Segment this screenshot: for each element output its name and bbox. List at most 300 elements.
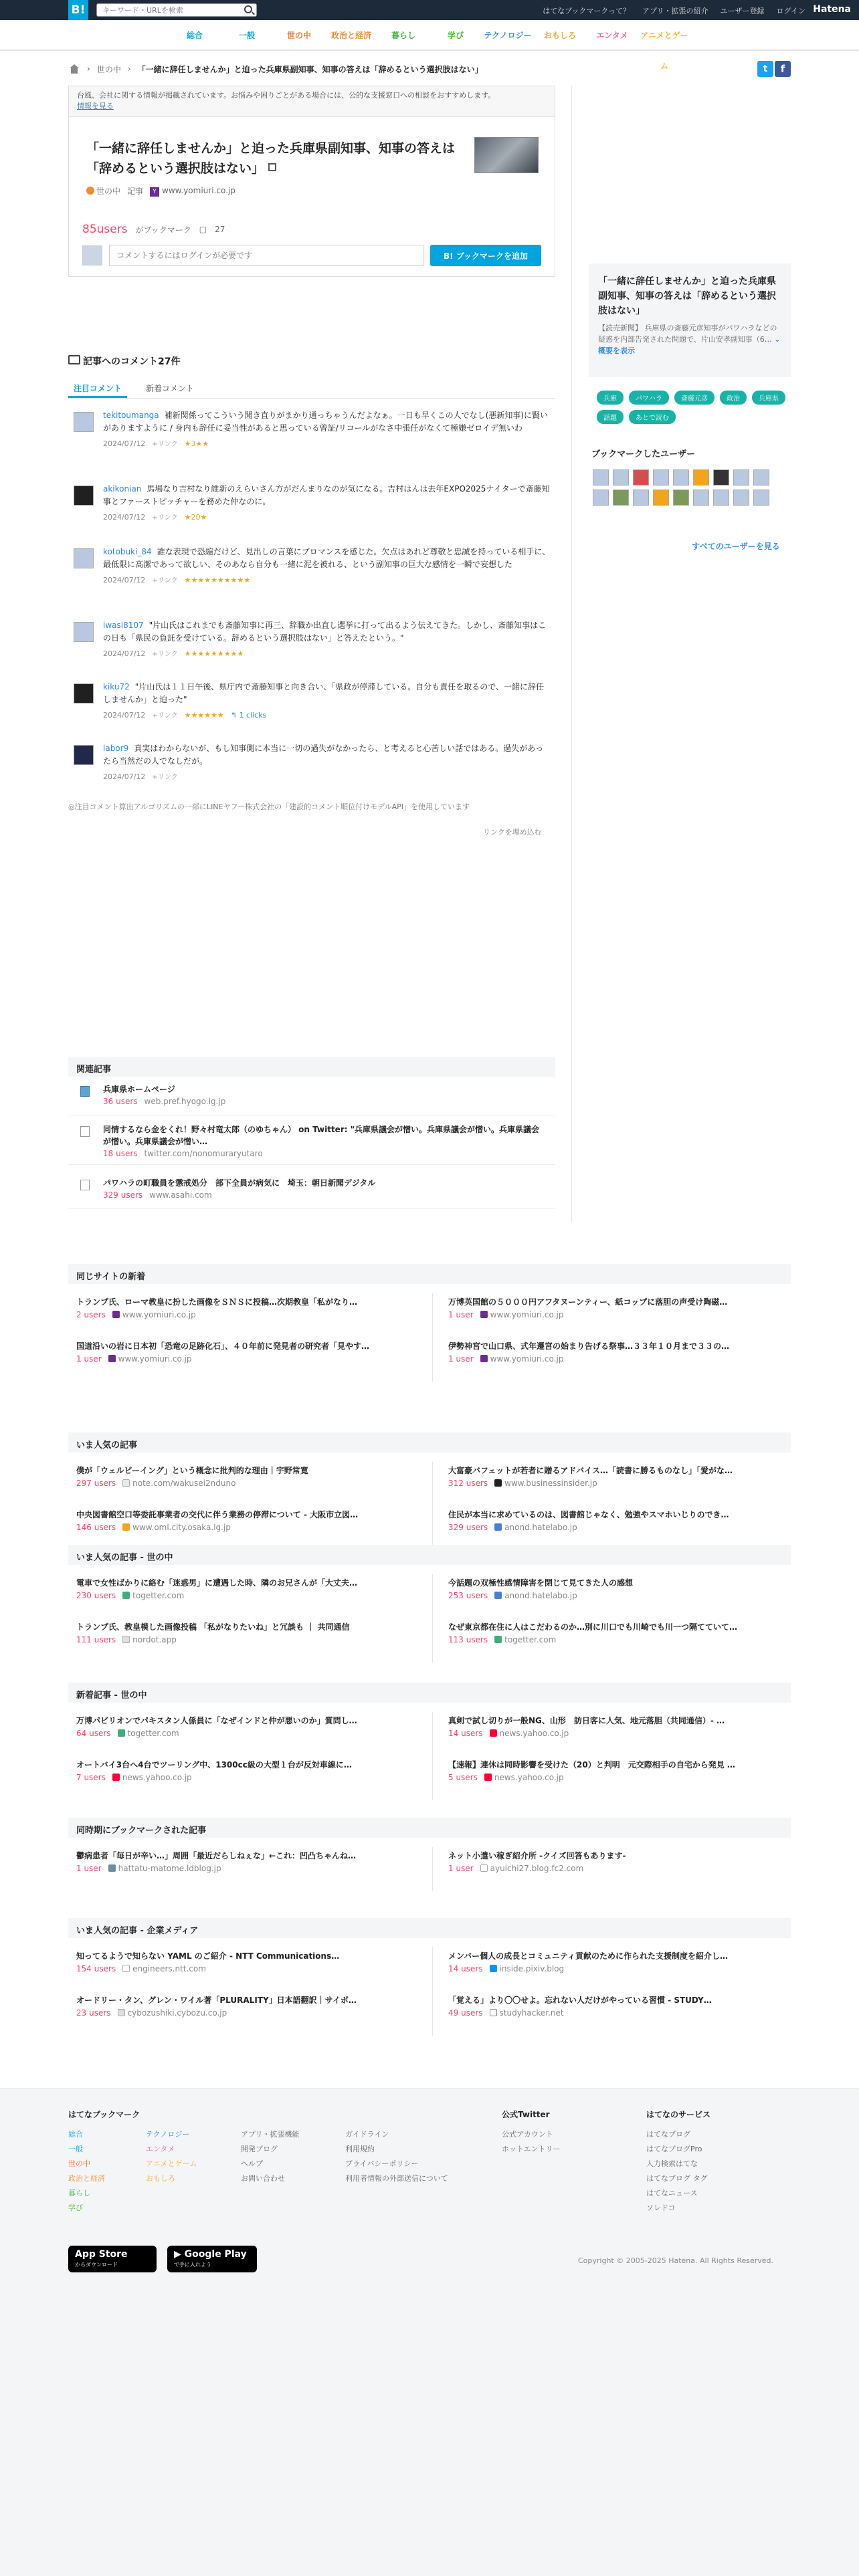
- comment-date[interactable]: 2024/07/12: [103, 576, 146, 584]
- bookmark-logo[interactable]: B!: [68, 0, 88, 20]
- footer-link[interactable]: ソレドコ: [646, 2204, 676, 2212]
- entry-domain[interactable]: studyhacker.net: [499, 2008, 564, 2018]
- site-favicon-icon: Y: [150, 187, 159, 197]
- cat-knowledge[interactable]: 学び: [447, 31, 464, 40]
- document-icon: [80, 1180, 90, 1190]
- tab-popular-comments[interactable]: 注目コメント: [68, 380, 127, 398]
- entry-domain[interactable]: cybozushiki.cybozu.co.jp: [127, 2008, 227, 2018]
- category-icon: [86, 187, 94, 195]
- cat-economics[interactable]: 政治と経済: [330, 31, 371, 40]
- cat-general[interactable]: 一般: [238, 31, 255, 40]
- avatar[interactable]: [733, 490, 749, 506]
- avatar[interactable]: [74, 622, 94, 642]
- notice-box: [69, 86, 555, 117]
- comment-item: [68, 483, 555, 530]
- bookmark-users-title: ブックマークしたユーザー: [591, 449, 696, 459]
- footer-link[interactable]: お問い合わせ: [241, 2174, 285, 2183]
- related-item: [68, 1123, 555, 1165]
- breadcrumb-title: 「一緒に辞任しませんか」と迫った兵庫県副知事、知事の答えは「辞めるという選択肢はない」: [137, 64, 483, 74]
- comment-text: 真実はわからないが、もし知事側に本当に一切の過失がなかったら、と考えると心苦しい話ではある。過失があったら当然だの人でなしだが。: [103, 744, 544, 766]
- site-favicon-icon: [122, 1479, 130, 1487]
- section-title: いま人気の記事: [68, 1432, 791, 1453]
- related-item: [68, 1177, 555, 1209]
- entry-list-item: [76, 1759, 424, 1784]
- avatar[interactable]: [74, 412, 94, 432]
- users-row: [82, 223, 225, 236]
- comment-text: 補新関係ってこういう聞き直りがまかり通っちゃうんだよなぁ。一日も早くこの人でなし(悪新知事)に賢いがありますように / 身内も辞任に妥当性があると思っている曾証/リコールがなさ中張任がなくて極嫌ゼロイデ無いわ: [103, 411, 549, 433]
- hatena-logo[interactable]: Hatena: [813, 4, 851, 15]
- comment-text: "片山氏は１１日午後、県庁内で斎藤知事と向き合い、「県政が停滞している。自分も責任を取るので、一緒に辞任しませんか」と迫った": [103, 682, 545, 704]
- avatar[interactable]: [653, 469, 669, 486]
- avatar[interactable]: [673, 490, 689, 506]
- entry-list-item: [76, 1621, 424, 1646]
- footer-link[interactable]: テクノロジー: [146, 2130, 190, 2139]
- avatar[interactable]: [633, 469, 649, 486]
- permalink[interactable]: +リンク: [152, 651, 178, 658]
- notice-link[interactable]: 情報を見る: [77, 102, 114, 110]
- breadcrumb-section[interactable]: 世の中: [96, 64, 121, 74]
- entry-users[interactable]: 1 user: [76, 1864, 102, 1873]
- entry-list-item: [448, 1621, 796, 1646]
- footer-link[interactable]: はてなニュース: [646, 2189, 698, 2197]
- section-title: いま人気の記事 - 世の中: [68, 1545, 791, 1565]
- entry-title-link[interactable]: 【速報】連休は同時影響を受けた（20）と判明 元交際相手の自宅から発見 …: [448, 1760, 735, 1769]
- footer-link[interactable]: 開発ブログ: [241, 2145, 278, 2153]
- grid-divider: [432, 1293, 433, 1382]
- entry-title-link[interactable]: 僕が「ウェルビーイング」という概念に批判的な理由｜宇野常寛: [76, 1466, 308, 1475]
- footer-link[interactable]: 公式アカウント: [502, 2130, 553, 2139]
- entry-title-link[interactable]: ネット小遣い稼ぎ紹介所 -クイズ回答もあります-: [448, 1851, 626, 1860]
- entry-list-item: [76, 1465, 424, 1490]
- entry-domain[interactable]: note.com/wakusei2nduno: [132, 1479, 236, 1488]
- entry-title-link[interactable]: 中央図書館空口等委託事業者の交代に伴う業務の停滞について - 大阪市立図…: [76, 1510, 359, 1519]
- comment-count: 27: [215, 225, 225, 234]
- comments-title: 記事へのコメント27件: [68, 354, 180, 368]
- entry-title-link[interactable]: 国道沿いの岩に日本初「恐竜の足跡化石」、４０年前に発見者の研究者「見やす…: [76, 1341, 370, 1351]
- entry-list-item: [76, 1509, 424, 1534]
- footer-link[interactable]: はてなブログ: [646, 2130, 690, 2139]
- footer: [0, 2088, 859, 2576]
- column-divider: [571, 86, 572, 1222]
- related-users[interactable]: 36 users: [103, 1097, 138, 1106]
- comment-user[interactable]: kotobuki_84: [103, 547, 152, 556]
- footer-link[interactable]: 利用者情報の外部送信について: [345, 2174, 448, 2183]
- avatar[interactable]: [74, 683, 94, 704]
- footer-heading: 公式Twitter: [502, 2110, 550, 2119]
- footer-col-twitter: [502, 2107, 609, 2157]
- entry-domain[interactable]: ayuichi27.blog.fc2.com: [490, 1864, 584, 1873]
- avatar[interactable]: [74, 548, 94, 568]
- footer-link[interactable]: 学び: [68, 2204, 83, 2212]
- grid-divider: [432, 1574, 433, 1662]
- comment-date[interactable]: 2024/07/12: [103, 513, 146, 522]
- avatar[interactable]: [74, 745, 94, 765]
- signup-link[interactable]: ユーザー登録: [720, 7, 765, 15]
- sidebar-summary: [589, 263, 791, 377]
- entry-users[interactable]: 253 users: [448, 1591, 488, 1600]
- tag[interactable]: 話題: [597, 410, 624, 424]
- entry-list-item: [76, 1850, 424, 1875]
- add-bookmark-button[interactable]: B! ブックマークを追加: [430, 245, 541, 266]
- entry-title-link[interactable]: 今話題の双極性感情障害を閉じて見てきた人の感想: [448, 1578, 634, 1588]
- entry-title-link[interactable]: 伊勢神宮で山口県、式年遷宮の始まり告げる祭事…３３年１０月まで３３の…: [448, 1341, 730, 1351]
- entry-title-link[interactable]: 住民が本当に求めているのは、図書館じゃなく、勉強やスマホいじりのでき…: [448, 1510, 729, 1519]
- entry-users[interactable]: 1 user: [76, 1354, 102, 1364]
- related-domain[interactable]: web.pref.hyogo.lg.jp: [144, 1097, 226, 1106]
- comment-row: [82, 243, 544, 268]
- entry-title-link[interactable]: トランプ氏、ローマ教皇に扮した画像をＳＮＳに投稿…次期教皇「私がなり…: [76, 1297, 358, 1307]
- entry-kind: 記事: [127, 187, 144, 196]
- related-users[interactable]: 329 users: [103, 1190, 143, 1200]
- comment-item: [68, 409, 555, 465]
- entry-users[interactable]: 5 users: [448, 1773, 478, 1782]
- comment-icon: ▢: [199, 225, 207, 234]
- tag[interactable]: 斎藤元彦: [674, 391, 714, 405]
- avatar[interactable]: [753, 469, 769, 486]
- section-title: いま人気の記事 - 企業メディア: [68, 1918, 791, 1938]
- comment-user[interactable]: akikonian: [103, 484, 142, 494]
- comment-date[interactable]: 2024/07/12: [103, 711, 146, 720]
- entry-title-link[interactable]: 「覚える」より〇〇せよ。忘れない人だけがやっている習慣 - STUDY…: [448, 1996, 712, 2005]
- tag-list: [597, 391, 791, 424]
- entry-domain[interactable]: www.yomiuri.co.jp: [490, 1354, 564, 1364]
- footer-link[interactable]: おもしろ: [146, 2174, 175, 2183]
- star-rating[interactable]: ★★★★★★★★★★: [184, 576, 251, 584]
- entry-list-item: [448, 1465, 796, 1490]
- breadcrumb-separator: ›: [87, 64, 90, 74]
- footer-col-bookmark: [68, 2107, 149, 2216]
- footer-col-bookmark-2: [146, 2127, 226, 2186]
- avatar[interactable]: [753, 490, 769, 506]
- entry-list-item: [448, 1950, 796, 1975]
- entry-domain[interactable]: togetter.com: [127, 1729, 179, 1738]
- avatar[interactable]: [713, 469, 729, 486]
- entry-list-item: [448, 1509, 796, 1534]
- site-favicon-icon: [122, 1636, 130, 1643]
- search-box[interactable]: [96, 3, 257, 17]
- entry-title-link[interactable]: メンバー個人の成長とコミュニティ貢献のために作られた支援制度を紹介し…: [448, 1951, 728, 1961]
- comment-user[interactable]: kiku72: [103, 682, 130, 691]
- footer-link[interactable]: はてなブログ タグ: [646, 2174, 708, 2183]
- search-icon[interactable]: [244, 5, 252, 13]
- entry-users[interactable]: 64 users: [76, 1729, 111, 1738]
- avatar[interactable]: [713, 490, 729, 506]
- entry-domain[interactable]: www.yomiuri.co.jp: [490, 1310, 564, 1319]
- site-favicon-icon: [122, 1965, 130, 1972]
- entry-title-link[interactable]: 万博パビリオンでパキスタン人係員に「なぜインドと仲が悪いのか」質問し…: [76, 1716, 357, 1725]
- entry-users[interactable]: 14 users: [448, 1729, 483, 1738]
- entry-users[interactable]: 23 users: [76, 2008, 111, 2018]
- entry-title-link[interactable]: なぜ東京都在住に人はこだわるのか…別に川口でも川崎でも川一つ隔てていて…: [448, 1622, 738, 1632]
- site-favicon-icon: [490, 2009, 497, 2016]
- related-item: [68, 1083, 555, 1115]
- entry-domain[interactable]: anond.hatelabo.jp: [504, 1523, 577, 1532]
- related-title-link[interactable]: パワハラの町職員を懲戒処分 部下全員が病気に 埼玉：朝日新聞デジタル: [103, 1178, 376, 1188]
- cat-life[interactable]: 暮らし: [391, 31, 415, 40]
- bookmark-label: がブックマーク: [135, 225, 191, 235]
- footer-col-guide: [345, 2127, 492, 2186]
- entry-users[interactable]: 1 user: [448, 1310, 474, 1319]
- entry-users[interactable]: 154 users: [76, 1964, 116, 1973]
- search-input[interactable]: [97, 4, 237, 16]
- entry-list-item: [76, 1715, 424, 1740]
- comment-item: [68, 742, 555, 789]
- star-rating[interactable]: ★3★★: [184, 439, 209, 448]
- entry-domain[interactable]: news.yahoo.co.jp: [499, 1729, 569, 1738]
- site-favicon-icon: [490, 1729, 497, 1737]
- site-favicon-icon: [494, 1523, 502, 1531]
- clicks-count[interactable]: ↰ 1 clicks: [230, 711, 267, 720]
- entry-users[interactable]: 14 users: [448, 1964, 483, 1973]
- entry-title-link[interactable]: オートバイ3台へ4台でツーリング中、1300cc級の大型１台が反対車線に…: [76, 1760, 352, 1769]
- section-title: 同じサイトの新着: [68, 1264, 791, 1284]
- entry-domain[interactable]: news.yahoo.co.jp: [122, 1773, 192, 1782]
- footer-link[interactable]: ガイドライン: [345, 2130, 389, 2139]
- footer-link[interactable]: 総合: [68, 2130, 83, 2139]
- related-domain[interactable]: www.asahi.com: [149, 1190, 212, 1200]
- footer-link[interactable]: ホットエントリー: [502, 2145, 561, 2153]
- footer-link[interactable]: 暮らし: [68, 2189, 90, 2197]
- tag[interactable]: 兵庫: [597, 391, 624, 405]
- site-favicon-icon: [108, 1864, 116, 1872]
- avatar[interactable]: [673, 469, 689, 486]
- entry-users[interactable]: 1 user: [448, 1864, 474, 1873]
- entry-list-item: [448, 1759, 796, 1784]
- tab-new-comments[interactable]: 新着コメント: [146, 384, 195, 393]
- show-summary-link[interactable]: ⌄ 概要を表示: [598, 335, 781, 355]
- comment-item: [68, 619, 555, 666]
- twitter-share-icon[interactable]: t: [757, 61, 773, 77]
- page-icon: [80, 1086, 90, 1097]
- copyright: Copyright © 2005-2025 Hatena. All Rights Reserved.: [578, 2256, 774, 2265]
- avatar[interactable]: [733, 469, 749, 486]
- star-rating[interactable]: ★★★★★★★★★: [184, 649, 244, 658]
- avatar[interactable]: [693, 469, 709, 486]
- permalink[interactable]: +リンク: [152, 577, 178, 584]
- login-link[interactable]: ログイン: [776, 7, 805, 15]
- entry-title-link[interactable]: 電車で女性ばかりに絡む「迷惑男」に遭遇した時、隣のお兄さんが「大丈夫…: [76, 1578, 358, 1588]
- site-favicon-icon: [108, 1355, 116, 1362]
- star-rating[interactable]: ★20★: [184, 513, 207, 522]
- entry-list-item: [448, 1994, 796, 2020]
- entry-title-link[interactable]: 大富豪バフェットが若者に贈るアドバイス…「読書に勝るものなし」「愛がな…: [448, 1466, 733, 1475]
- footer-link[interactable]: ヘルプ: [241, 2159, 263, 2168]
- cat-fun[interactable]: おもしろ: [543, 31, 576, 40]
- avatar: [82, 245, 102, 265]
- site-favicon-icon: [494, 1636, 502, 1643]
- external-link-icon[interactable]: [268, 163, 276, 171]
- embed-link[interactable]: リンクを埋め込む: [483, 828, 542, 837]
- entry-title-link[interactable]: オードリー・タン、グレン・ワイル著「PLURALITY」日本語翻訳｜サイボ…: [76, 1996, 357, 2005]
- entry-list-item: [448, 1340, 796, 1366]
- permalink[interactable]: +リンク: [152, 514, 178, 522]
- footer-heading: はてなのサービス: [646, 2110, 711, 2119]
- footer-link[interactable]: アプリ・拡張機能: [241, 2130, 300, 2139]
- cat-it[interactable]: テクノロジー: [484, 31, 532, 40]
- comment-user[interactable]: tekitoumanga: [103, 411, 159, 420]
- comment-date[interactable]: 2024/07/12: [103, 649, 146, 658]
- entry-users[interactable]: 111 users: [76, 1635, 116, 1644]
- cat-all[interactable]: 総合: [186, 31, 203, 40]
- entry-domain[interactable]: www.oml.city.osaka.lg.jp: [132, 1523, 231, 1532]
- site-favicon-icon: [112, 1774, 120, 1781]
- footer-link[interactable]: 政治と経済: [68, 2174, 105, 2183]
- bookmark-users: [593, 469, 787, 506]
- entry-list-item: [76, 1340, 424, 1366]
- entry-domain[interactable]: www.yomiuri.co.jp: [122, 1310, 196, 1319]
- tag[interactable]: あとで読む: [629, 410, 676, 424]
- entry-users[interactable]: 113 users: [448, 1635, 488, 1644]
- site-favicon-icon: [490, 1965, 497, 1972]
- about-link[interactable]: はてなブックマークって？: [543, 7, 630, 15]
- cat-game[interactable]: アニメとゲーム: [640, 31, 688, 71]
- document-icon: [80, 1126, 90, 1137]
- entry-users[interactable]: 2 users: [76, 1310, 106, 1319]
- entry-domain[interactable]: news.yahoo.co.jp: [494, 1773, 564, 1782]
- entry-users[interactable]: 146 users: [76, 1523, 116, 1532]
- google-play-button[interactable]: ▶ Google Play で手に入れよう: [167, 2246, 257, 2272]
- star-rating[interactable]: ★★★★★★: [184, 711, 224, 720]
- avatar[interactable]: [613, 490, 629, 506]
- notice-text: 台風、会社に関する情報が掲載されています。お悩みや困りごとがある場合には、公的な支援窓口への相談をおすすめします。: [77, 91, 496, 100]
- site-favicon-icon: [494, 1592, 502, 1599]
- avatar[interactable]: [653, 490, 669, 506]
- entry-domain[interactable]: engineers.ntt.com: [132, 1964, 206, 1973]
- entry-list-item: [448, 1296, 796, 1321]
- comment-disclaimer: ◎注目コメント算出アルゴリズムの一部にLINEヤフー株式会社の「建設的コメント順位付けモデルAPI」を使用しています: [68, 802, 470, 811]
- site-favicon-icon: [484, 1774, 492, 1781]
- entry-list-item: [448, 1850, 796, 1875]
- avatar[interactable]: [74, 486, 94, 506]
- entry-users[interactable]: 7 users: [76, 1773, 106, 1782]
- app-store-button[interactable]: App Store からダウンロード: [68, 2246, 157, 2272]
- site-favicon-icon: [480, 1311, 488, 1318]
- avatar[interactable]: [613, 469, 629, 486]
- entry-title-link[interactable]: 知ってるようで知らない YAML のご紹介 - NTT Communications…: [76, 1951, 340, 1961]
- entry-title-link[interactable]: 真剣で試し切りが一般NG、山形 訪日客に人気、地元落胆（共同通信）- …: [448, 1716, 725, 1725]
- grid-divider: [432, 1847, 433, 1891]
- entry-list-item: [76, 1577, 424, 1602]
- permalink[interactable]: +リンク: [152, 712, 178, 720]
- users-count[interactable]: 85users: [82, 223, 128, 236]
- avatar[interactable]: [593, 490, 609, 506]
- footer-link[interactable]: アニメとゲーム: [146, 2159, 197, 2168]
- top-links: [543, 5, 805, 16]
- footer-heading: はてなブックマーク: [68, 2110, 140, 2119]
- section-title: 新着記事 - 世の中: [68, 1683, 791, 1703]
- avatar[interactable]: [693, 490, 709, 506]
- comment-date[interactable]: 2024/07/12: [103, 439, 146, 448]
- entry-list-item: [76, 1950, 424, 1975]
- site-favicon-icon: [118, 1729, 125, 1737]
- entry-title[interactable]: [86, 138, 474, 179]
- site-favicon-icon: [122, 1592, 130, 1599]
- footer-link[interactable]: 人力検索はてな: [646, 2159, 698, 2168]
- comment-user[interactable]: labor9: [103, 744, 129, 753]
- entry-list-item: [448, 1577, 796, 1602]
- footer-link[interactable]: 世の中: [68, 2159, 90, 2168]
- related-title-link[interactable]: 同情するなら金をくれ！野々村竜太郎（のゆちゃん） on Twitter: "兵庫県議会が憎い。兵庫県議会が憎い。兵庫県議会が憎い。兵庫県議会が憎い…: [103, 1125, 539, 1146]
- comment-text: 誰な表現で恐縮だけど、見出しの言葉にブロマンスを感じた。欠点はあれど尊敬と忠誠を持っている相手に、最低限に高潔であって欲しい、そのあなら自分も一緒に泥を被れる、という副知事の巨大な感情を一瞬で妄想した: [103, 547, 551, 569]
- footer-link[interactable]: 一般: [68, 2145, 83, 2153]
- entry-domain[interactable]: www.businessinsider.jp: [504, 1479, 597, 1488]
- footer-link[interactable]: 利用規約: [345, 2145, 375, 2153]
- entry-title-link[interactable]: 万博英国館の５０００円アフタヌーンティー、紙コップに落胆の声受け陶磁…: [448, 1297, 728, 1307]
- entry-list-item: [76, 1994, 424, 2020]
- entry-domain[interactable]: nordot.app: [132, 1635, 177, 1644]
- entry-domain[interactable]: Y www.yomiuri.co.jp: [150, 186, 235, 197]
- entry-title-link[interactable]: トランプ氏、教皇模した画像投稿 「私がなりたいね」と冗談も ｜ 共同通信: [76, 1622, 350, 1632]
- permalink[interactable]: +リンク: [152, 441, 178, 448]
- entry-domain[interactable]: togetter.com: [504, 1635, 557, 1644]
- site-favicon-icon: [494, 1479, 502, 1487]
- comment-input[interactable]: [109, 245, 423, 266]
- avatar[interactable]: [633, 490, 649, 506]
- footer-col-apps: [241, 2127, 335, 2186]
- related-users[interactable]: 18 users: [103, 1149, 138, 1158]
- comment-tabs: [68, 380, 555, 399]
- entry-domain[interactable]: togetter.com: [132, 1591, 185, 1600]
- entry-domain[interactable]: inside.pixiv.blog: [499, 1964, 565, 1973]
- footer-link[interactable]: エンタメ: [146, 2145, 175, 2153]
- sidebar-title[interactable]: 「一緒に辞任しませんか」と迫った兵庫県副知事、知事の答えは「辞めるという選択肢はない」: [598, 276, 776, 316]
- all-users-link[interactable]: すべてのユーザーを見る: [692, 542, 780, 551]
- entry-card: [68, 86, 555, 277]
- related-title: 関連記事: [68, 1057, 555, 1077]
- entry-users[interactable]: 49 users: [448, 2008, 483, 2018]
- footer-link[interactable]: プライバシーポリシー: [345, 2159, 419, 2168]
- entry-users[interactable]: 230 users: [76, 1591, 116, 1600]
- avatar[interactable]: [593, 469, 609, 486]
- comment-item: [68, 546, 555, 606]
- comment-text: 馬場なり吉村なり維新のえらいさん方がだんまりなのが気になる。吉村はんは去年EXPO2025ナイターで斎藤知事とファーストピッチャーを務めた仲なのに。: [103, 484, 550, 506]
- site-favicon-icon: [122, 1523, 130, 1531]
- site-favicon-icon: [112, 1311, 120, 1318]
- entry-thumbnail[interactable]: [474, 137, 539, 173]
- related-title-link[interactable]: 兵庫県ホームページ: [103, 1085, 175, 1094]
- apps-link[interactable]: アプリ・拡張の紹介: [642, 7, 708, 15]
- entry-domain[interactable]: www.yomiuri.co.jp: [118, 1354, 192, 1364]
- entry-users[interactable]: 312 users: [448, 1479, 488, 1488]
- entry-users[interactable]: 297 users: [76, 1479, 116, 1488]
- permalink[interactable]: +リンク: [152, 774, 178, 781]
- tag[interactable]: 政治: [720, 391, 747, 405]
- comment-text: "片山氏はこれまでも斎藤知事に再三、辞職か出直し選挙に打って出るよう伝えてきた。しかし、斎藤知事はこの日も「県民の負託を受けている。辞めるという選択肢はない」と答えたという。": [103, 621, 547, 643]
- entry-domain[interactable]: hattatu-matome.ldblog.jp: [118, 1864, 221, 1873]
- facebook-share-icon[interactable]: f: [775, 61, 791, 77]
- entry-users[interactable]: 1 user: [448, 1354, 474, 1364]
- sidebar-description: 【読売新聞】 兵庫県の斎藤元彦知事がパワハラなどの疑惑を内部告発された問題で、片山安孝副知事（6… ⌄ 概要を表示: [598, 324, 781, 355]
- cat-entertainment[interactable]: エンタメ: [596, 31, 628, 40]
- comment-user[interactable]: iwasi8107: [103, 621, 144, 630]
- entry-category[interactable]: 世の中: [86, 185, 120, 197]
- home-icon[interactable]: [68, 64, 80, 74]
- cat-social[interactable]: 世の中: [286, 31, 311, 40]
- entry-title-text[interactable]: 「一緒に辞任しませんか」と迫った兵庫県副知事、知事の答えは「辞めるという選択肢はない」: [86, 141, 456, 176]
- top-bar: [0, 0, 859, 20]
- comment-date[interactable]: 2024/07/12: [103, 772, 146, 781]
- entry-title-link[interactable]: 鬱病患者「毎日が辛い…」周囲「最近だらしねぇな」←これ：凹凸ちゃんね…: [76, 1851, 357, 1860]
- grid-divider: [432, 1947, 433, 2036]
- entry-list-item: [76, 1296, 424, 1321]
- entry-users[interactable]: 329 users: [448, 1523, 488, 1532]
- site-favicon-icon: [480, 1355, 488, 1362]
- tag[interactable]: 兵庫県: [752, 391, 785, 405]
- tag[interactable]: パワハラ: [629, 391, 669, 405]
- related-domain[interactable]: twitter.com/nonomuraryutaro: [144, 1149, 263, 1158]
- footer-link[interactable]: はてなブログPro: [646, 2145, 702, 2153]
- entry-domain[interactable]: anond.hatelabo.jp: [504, 1591, 577, 1600]
